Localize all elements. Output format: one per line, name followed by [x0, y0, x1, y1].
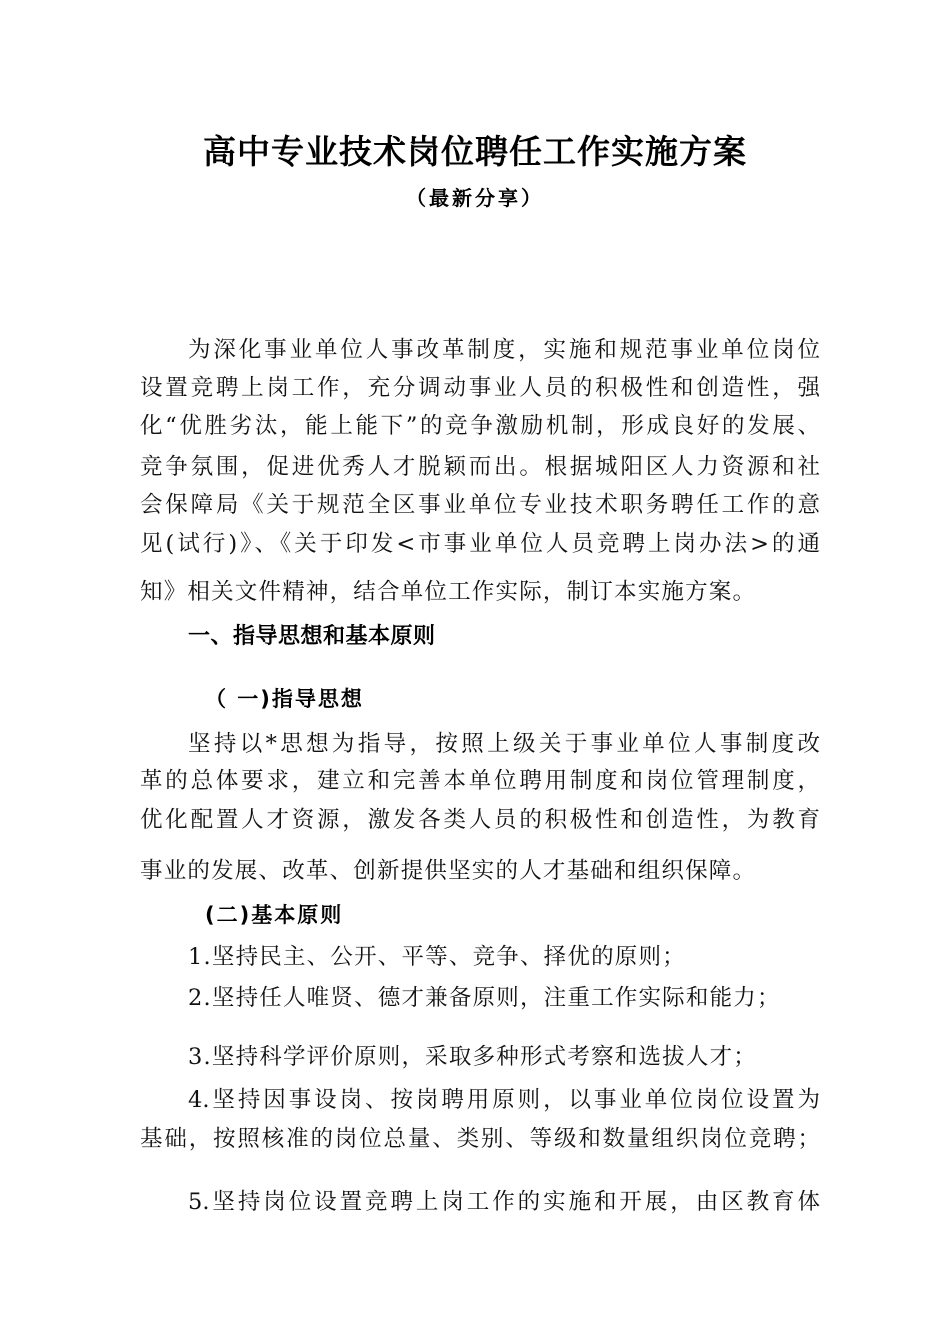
principle-item: 5.坚持岗位设置竞聘上岗工作的实施和开展，由区教育体: [188, 1189, 820, 1215]
document-subtitle: （最新分享）: [406, 186, 544, 210]
intro-line: 竞争氛围，促进优秀人才脱颖而出。根据城阳区人力资源和社: [140, 454, 820, 480]
principle-item: 4.坚持因事设岗、按岗聘用原则，以事业单位岗位设置为: [188, 1087, 820, 1113]
document-title: 高中专业技术岗位聘任工作实施方案: [203, 132, 747, 171]
intro-line: 见(试行)》、《关于印发<市事业单位人员竞聘上岗办法>的通: [140, 531, 820, 557]
subsection-heading: (二)基本原则: [205, 903, 344, 927]
guiding-line: 事业的发展、改革、创新提供坚实的人才基础和组织保障。: [140, 858, 757, 884]
principle-item: 1.坚持民主、公开、平等、竞争、择优的原则；: [188, 944, 686, 970]
intro-line: 会保障局《关于规范全区事业单位专业技术职务聘任工作的意: [140, 492, 820, 518]
guiding-line: 坚持以*思想为指导，按照上级关于事业单位人事制度改: [188, 731, 820, 757]
principle-item: 基础，按照核准的岗位总量、类别、等级和数量组织岗位竞聘；: [140, 1126, 820, 1152]
section-heading: 一、指导思想和基本原则: [188, 624, 436, 649]
principle-item: 2.坚持任人唯贤、德才兼备原则，注重工作实际和能力；: [188, 985, 781, 1011]
guiding-line: 优化配置人才资源，激发各类人员的积极性和创造性，为教育: [140, 807, 820, 833]
subsection-heading: （ 一)指导思想: [205, 687, 364, 711]
intro-line: 设置竞聘上岗工作，充分调动事业人员的积极性和创造性，强: [140, 375, 820, 401]
intro-line: 知》相关文件精神，结合单位工作实际，制订本实施方案。: [140, 579, 757, 605]
principle-item: 3.坚持科学评价原则，采取多种形式考察和选拔人才；: [188, 1044, 757, 1070]
guiding-line: 革的总体要求，建立和完善本单位聘用制度和岗位管理制度，: [140, 768, 820, 794]
intro-line: 化“优胜劣汰，能上能下”的竞争激励机制，形成良好的发展、: [140, 413, 820, 439]
intro-line: 为深化事业单位人事改革制度，实施和规范事业单位岗位: [188, 337, 820, 363]
